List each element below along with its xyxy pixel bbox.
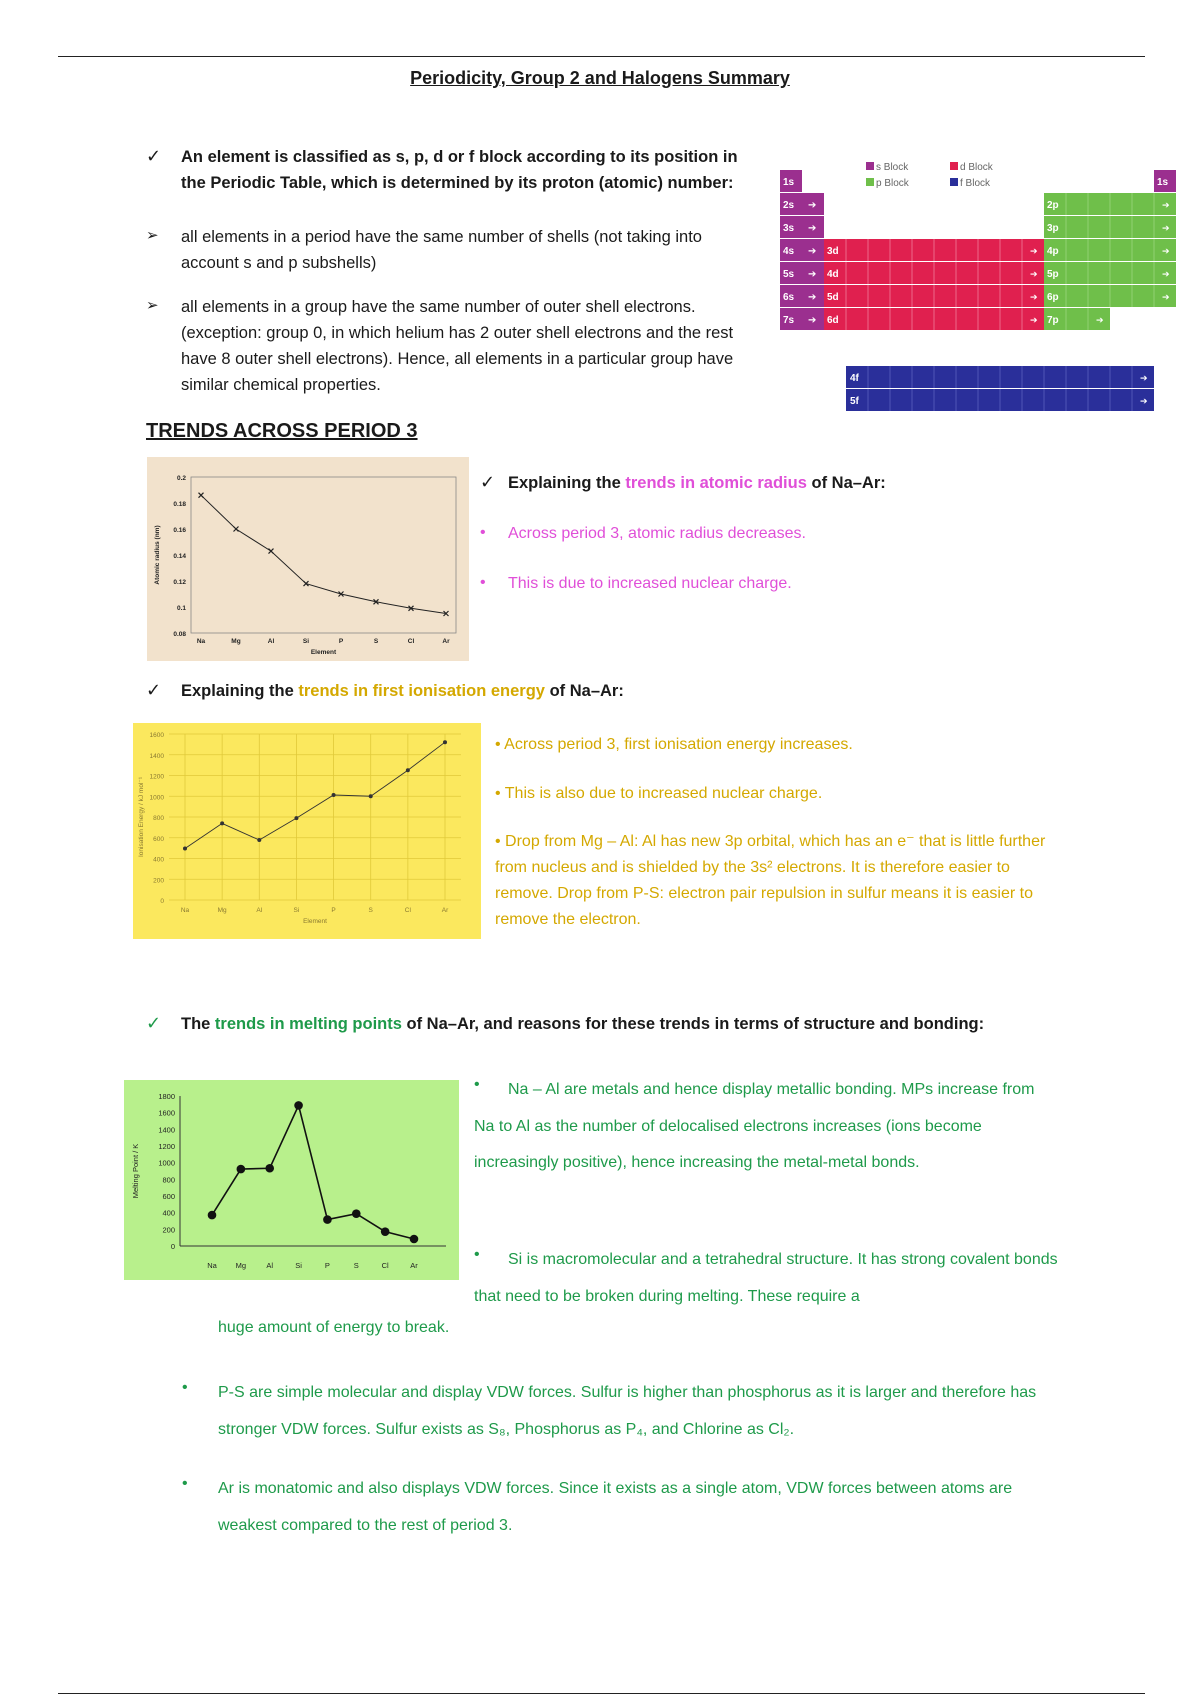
arrow-icon: ➔	[808, 292, 817, 303]
data-point	[410, 1235, 419, 1244]
bullet-dot: •	[182, 1379, 188, 1396]
f-block-label: 5f	[850, 396, 859, 407]
x-tick-label: Na	[180, 907, 190, 914]
helium-label: 1s	[1157, 177, 1169, 188]
ionisation-bullet1-wrap: • Across period 3, first ionisation energy increases.	[495, 736, 853, 753]
x-tick-label: P	[338, 638, 344, 645]
data-point	[352, 1209, 361, 1218]
heading-pre: The	[181, 1015, 215, 1033]
x-tick-label: Cl	[381, 1261, 389, 1270]
ionisation-energy-chart	[133, 723, 481, 939]
x-axis-label: Element	[310, 649, 337, 656]
y-tick-label: 800	[153, 815, 164, 822]
y-tick-label: 600	[162, 1192, 175, 1201]
heading-post: of Na–Ar:	[544, 682, 624, 700]
y-tick-label: 400	[153, 856, 164, 864]
d-block-label: 5d	[827, 292, 839, 303]
d-block-label: 4d	[827, 269, 839, 280]
data-point	[443, 740, 447, 744]
s-block-label: 7s	[783, 315, 795, 326]
legend-label: d Block	[960, 162, 993, 173]
x-tick-label: Ar	[410, 1261, 418, 1270]
heading-pre: Explaining the	[508, 474, 626, 492]
y-tick-label: 200	[153, 877, 164, 885]
atomic-radius-bullet1: Across period 3, atomic radius decreases.	[508, 525, 806, 542]
y-tick-label: 1400	[158, 1125, 175, 1135]
melting-bullet2b: huge amount of energy to break.	[218, 1319, 450, 1336]
data-point	[294, 816, 298, 820]
page-title: Periodicity, Group 2 and Halogens Summary	[410, 68, 790, 88]
y-tick-label: 0.14	[173, 553, 186, 560]
x-tick-label: Ar	[442, 638, 450, 645]
arrow-icon: ➔	[808, 315, 817, 326]
atomic-radius-bullet2: This is due to increased nuclear charge.	[508, 575, 792, 592]
x-tick-label: Si	[295, 1261, 302, 1270]
data-point	[294, 1101, 303, 1110]
data-point	[406, 768, 410, 772]
arrow-icon: ➔	[808, 269, 817, 280]
bottom-rule	[58, 1693, 1145, 1694]
ionisation-bullet2-wrap: • This is also due to increased nuclear charge.	[495, 785, 823, 802]
section-heading: TRENDS ACROSS PERIOD 3	[146, 420, 418, 442]
chart-background	[147, 457, 469, 661]
melting-bullet2a: Si is macromolecular and a tetrahedral structure. It has strong covalent bonds that need to be broken during melting. These require a	[474, 1251, 1058, 1305]
arrow-icon: ➔	[1030, 292, 1038, 302]
heading-post: of Na–Ar:	[806, 474, 886, 492]
s-block-label: 3s	[783, 223, 795, 234]
x-tick-label: Na	[196, 638, 206, 645]
x-tick-label: Ar	[441, 907, 449, 914]
d-block-label: 6d	[827, 315, 839, 326]
periodic-table-diagram	[780, 158, 1190, 413]
data-point	[220, 821, 224, 825]
y-axis-label: Ionisation Energy / kJ mol⁻¹	[138, 776, 145, 858]
arrow-icon: ➔	[1162, 269, 1170, 279]
y-tick-label: 0.18	[173, 501, 186, 508]
d-block-label: 3d	[827, 246, 839, 257]
heading-highlight: trends in melting points	[214, 1015, 402, 1033]
arrow-icon: ➔	[1162, 200, 1170, 210]
arrow-icon: ➔	[1030, 315, 1038, 325]
y-tick-label: 1600	[158, 1108, 175, 1118]
y-tick-label: 0.12	[173, 579, 186, 586]
heading-post: of Na–Ar, and reasons for these trends in terms of structure and bonding:	[401, 1015, 985, 1033]
legend-swatch	[950, 162, 958, 170]
data-point	[183, 847, 187, 851]
ionisation-heading	[181, 678, 881, 704]
x-tick-label: P	[331, 907, 336, 914]
p-block-label: 4p	[1047, 246, 1059, 257]
melting-bullet4: Ar is monatomic and also displays VDW forces. Since it exists as a single atom, VDW forces between atoms are weakest compared to the rest of period 3.	[218, 1480, 1013, 1534]
atomic-radius-heading	[508, 470, 1108, 496]
arrow-icon: ➔	[1140, 373, 1148, 383]
check-icon: ✓	[146, 680, 162, 700]
arrow-icon: ➔	[808, 223, 817, 234]
data-point	[323, 1215, 332, 1224]
arrow-bullet-icon: ➢	[146, 227, 159, 244]
y-tick-label: 0.16	[173, 527, 186, 534]
y-tick-label: 1000	[158, 1158, 175, 1168]
s-block-label: 2s	[783, 200, 795, 211]
heading-highlight: trends in first ionisation energy	[298, 682, 545, 700]
top-rule	[58, 56, 1145, 57]
x-tick-label: S	[353, 1261, 359, 1270]
f-block-label: 4f	[850, 373, 859, 384]
legend-label: s Block	[876, 162, 909, 173]
arrow-icon: ➔	[1162, 246, 1170, 256]
arrow-icon: ➔	[1096, 315, 1104, 325]
x-tick-label: Cl	[404, 907, 411, 914]
x-tick-label: S	[373, 638, 379, 645]
intro-arrow1-text: all elements in a period have the same number of shells (not taking into account s and p subshells)	[181, 228, 702, 272]
data-point	[332, 793, 336, 797]
s-block-label: 5s	[783, 269, 795, 280]
y-tick-label: 1200	[158, 1142, 175, 1151]
x-tick-label: Al	[266, 1261, 274, 1270]
arrow-icon: ➔	[1030, 269, 1038, 279]
arrow-icon: ➔	[808, 246, 817, 257]
check-icon: ✓	[146, 146, 162, 166]
y-tick-label: 1600	[149, 732, 164, 739]
y-axis-label: Melting Point / K	[131, 1143, 140, 1199]
y-tick-label: 800	[162, 1175, 175, 1185]
y-tick-label: 1800	[158, 1092, 175, 1101]
s-block-label: 6s	[783, 292, 795, 303]
data-point	[237, 1165, 246, 1174]
x-tick-label: Al	[256, 907, 263, 914]
ionisation-bullet3: Drop from Mg – Al: Al has new 3p orbital, which has an e⁻ that is little further from nucleus and is shielded by the 3s² electrons. It is therefore easier to remove. Drop from P-S: electron pair repulsion in sulfur means it is easier to remove the electron.	[495, 833, 1046, 928]
melting-point-chart	[124, 1080, 459, 1280]
bullet-dot: •	[474, 1076, 480, 1093]
intro-check-text: An element is classified as s, p, d or f block according to its position in the Periodic Table, which is determined by its proton (atomic) number:	[181, 148, 738, 192]
legend-swatch	[866, 178, 874, 186]
y-tick-label: 0.1	[176, 605, 186, 612]
s-block-label: 4s	[783, 246, 795, 257]
x-tick-label: P	[324, 1261, 330, 1270]
legend-swatch	[950, 178, 958, 186]
data-point	[369, 794, 373, 798]
x-tick-label: Al	[267, 638, 275, 645]
legend-label: p Block	[876, 178, 909, 189]
arrow-icon: ➔	[1030, 246, 1038, 256]
arrow-icon: ➔	[1162, 292, 1170, 302]
arrow-icon: ➔	[808, 200, 817, 211]
melting-heading	[181, 1011, 1141, 1037]
melting-bullet1: Na – Al are metals and hence display metallic bonding. MPs increase from Na to Al as the number of delocalised electrons increases (ions become increasingly positive), hence increasing the metal-metal bonds.	[474, 1081, 1035, 1171]
bullet-dot: •	[480, 524, 486, 541]
p-block-label: 2p	[1047, 200, 1059, 211]
x-axis-label: Element	[303, 918, 327, 925]
y-tick-label: 0.08	[173, 631, 186, 638]
x-tick-label: Cl	[407, 638, 415, 645]
x-tick-label: Si	[293, 907, 300, 914]
y-tick-label: 400	[162, 1208, 175, 1218]
x-tick-label: Mg	[235, 1261, 247, 1270]
intro-arrow2-text: all elements in a group have the same number of outer shell electrons. (exception: group 0, in which helium has 2 outer shell electrons and the rest have 8 outer shell electrons). Hence, all elements in a particular group have similar chemical properties.	[181, 298, 734, 394]
data-point	[257, 838, 261, 842]
y-tick-label: 1200	[149, 773, 164, 781]
arrow-icon: ➔	[1162, 223, 1170, 233]
bullet-dot: •	[474, 1246, 480, 1263]
data-point	[381, 1227, 390, 1236]
heading-pre: Explaining the	[181, 682, 299, 700]
arrow-bullet-icon: ➢	[146, 297, 159, 314]
s-block-label: 1s	[783, 177, 795, 188]
x-tick-label: Si	[302, 638, 310, 645]
bullet-dot: •	[480, 574, 486, 591]
p-block-label: 7p	[1047, 315, 1059, 326]
x-tick-label: Na	[207, 1261, 217, 1270]
x-tick-label: S	[368, 907, 373, 914]
y-axis-label: Atomic radius (nm)	[154, 525, 161, 585]
ionisation-bullet2: This is also due to increased nuclear charge.	[504, 785, 823, 802]
p-block-label: 3p	[1047, 223, 1059, 234]
y-tick-label: 0	[170, 1242, 175, 1251]
legend-label: f Block	[960, 178, 991, 189]
ionisation-bullet3-wrap: • Drop from Mg – Al: Al has new 3p orbital, which has an e⁻ that is little further from nucleus and is shielded by the 3s² electrons. It is therefore easier to remove. Drop from P-S: electron pair repulsion in sulfur means it is easier to remove the electron.	[495, 833, 1046, 928]
legend-swatch	[866, 162, 874, 170]
x-tick-label: Mg	[217, 907, 227, 914]
p-block-label: 5p	[1047, 269, 1059, 280]
data-point	[208, 1211, 217, 1220]
y-tick-label: 200	[162, 1225, 175, 1235]
y-tick-label: 0	[160, 898, 164, 905]
y-tick-label: 1400	[149, 752, 164, 760]
ionisation-bullet1: Across period 3, first ionisation energy increases.	[504, 736, 853, 753]
atomic-radius-chart	[147, 457, 469, 661]
y-tick-label: 0.2	[176, 475, 186, 482]
heading-highlight: trends in atomic radius	[625, 474, 807, 492]
y-tick-label: 600	[153, 835, 164, 843]
melting-bullet3: P-S are simple molecular and display VDW forces. Sulfur is higher than phosphorus as it is larger and therefore has stronger VDW forces. Sulfur exists as S₈, Phosphorus as P₄, and Chlorine as Cl₂.	[218, 1384, 1037, 1438]
arrow-icon: ➔	[1140, 396, 1148, 406]
x-tick-label: Mg	[231, 638, 241, 645]
p-block-label: 6p	[1047, 292, 1059, 303]
check-icon: ✓	[146, 1013, 162, 1033]
data-point	[265, 1164, 274, 1173]
check-icon: ✓	[480, 472, 496, 492]
y-tick-label: 1000	[149, 794, 164, 802]
bullet-dot: •	[182, 1475, 188, 1492]
